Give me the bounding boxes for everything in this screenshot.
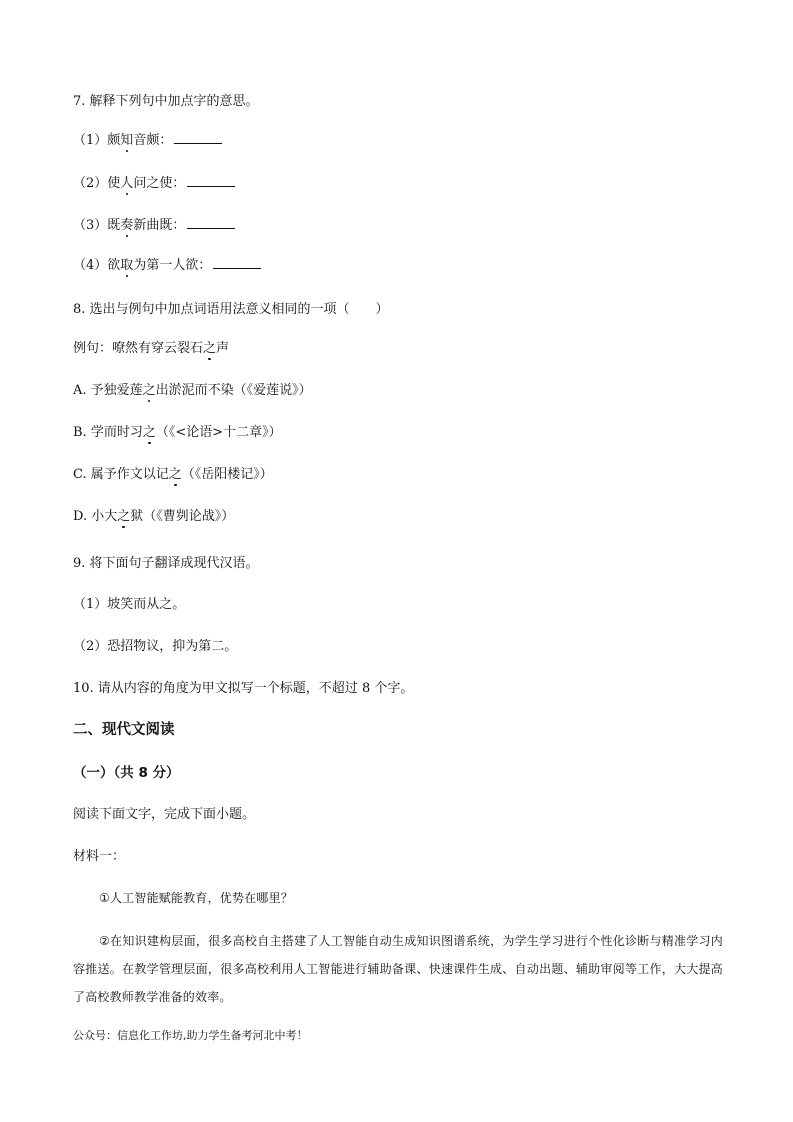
q7-item-1 [73, 131, 753, 150]
q8-option-d [73, 508, 753, 526]
answer-blank[interactable] [187, 174, 235, 187]
item-prefix: （2） [73, 176, 108, 191]
material-paragraph-1 [73, 884, 723, 912]
section-subtitle: （一）（共 8 分） [73, 765, 180, 781]
instruction: 阅读下面文字，完成下面小题。 [73, 807, 256, 822]
material-label: 材料一： [73, 849, 126, 864]
q9-item-2: （2）恐招物议，抑为第二。 [73, 639, 238, 654]
dotted-char: 之 [142, 383, 156, 398]
answer-blank[interactable] [213, 256, 261, 269]
option-text-before: D. 小大 [73, 509, 118, 524]
option-text-after: 狱（《曹刿论战》） [130, 509, 235, 524]
option-text-before: C. 属予作文以记 [73, 467, 169, 482]
material-paragraph-2 [73, 927, 723, 1011]
q9-item-1: （1）坡笑而从之。 [73, 597, 186, 612]
paragraph-number: ② [99, 934, 111, 948]
item-text-before: 既 [107, 218, 121, 233]
option-text-after: 出淤泥而不染（《爱莲说》） [155, 383, 312, 398]
q8-option-c [73, 466, 753, 484]
dotted-char: 知 [120, 133, 134, 148]
example-text-before: 例句：嘹然有穿云裂石 [73, 341, 204, 356]
q8-title: 8. 选出与例句中加点词语用法意义相同的一项（ ） [73, 302, 389, 317]
paragraph-text: 人工智能赋能教育，优势在哪里？ [109, 891, 293, 905]
example-text-after: 声 [216, 341, 230, 356]
item-text-after: 为第一人欲： [133, 258, 212, 273]
option-text-before: A. 予独爱莲 [73, 383, 143, 398]
q10-title: 10. 请从内容的角度为甲文拟写一个标题，不超过 8 个字。 [73, 681, 414, 696]
dotted-char: 之 [203, 341, 217, 356]
item-prefix: （1） [73, 133, 108, 148]
q7-item-3 [73, 216, 753, 235]
q7-title: 7. 解释下列句中加点字的意思。 [73, 94, 259, 109]
q8-option-b [73, 424, 753, 442]
dotted-char: 之 [117, 509, 131, 524]
q8-example [73, 340, 753, 358]
item-text-after: 新曲既： [133, 218, 186, 233]
q9-title: 9. 将下面句子翻译成现代汉语。 [73, 556, 259, 571]
dotted-char: 之 [168, 467, 182, 482]
option-text-after: （《<论语>十二章》） [155, 425, 282, 440]
item-prefix: （4） [73, 258, 108, 273]
footer-note: 公众号：信息化工作坊,助力学生备考河北中考！ [73, 1029, 308, 1042]
paragraph-text: 在知识建构层面，很多高校自主搭建了人工智能自动生成知识图谱系统，为学生学习进行个性化诊断与精准学习内容推送。在教学管理层面，很多高校利用人工智能进行辅助备课、快速课件生成、自动出题、辅助审阅等工作，大大提高了高校教师教学准备的效率。 [73, 934, 723, 1004]
option-text-after: （《岳阳楼记》） [181, 467, 273, 482]
item-text-after: 问之使： [133, 176, 186, 191]
section-title: 二、现代文阅读 [73, 722, 175, 738]
dotted-char: 奏 [120, 218, 134, 233]
q7-item-2 [73, 174, 753, 193]
paragraph-number: ① [99, 891, 110, 905]
q8-option-a [73, 382, 753, 400]
item-text-after: 音颇： [133, 133, 173, 148]
answer-blank[interactable] [187, 216, 235, 229]
item-text-before: 使 [107, 176, 121, 191]
answer-blank[interactable] [174, 131, 222, 144]
item-text-before: 欲 [107, 258, 121, 273]
item-text-before: 颇 [107, 133, 121, 148]
q7-item-4 [73, 256, 753, 275]
option-text-before: B. 学而时习 [73, 425, 143, 440]
dotted-char: 人 [120, 176, 134, 191]
dotted-char: 之 [142, 425, 156, 440]
item-prefix: （3） [73, 218, 108, 233]
dotted-char: 取 [120, 258, 134, 273]
